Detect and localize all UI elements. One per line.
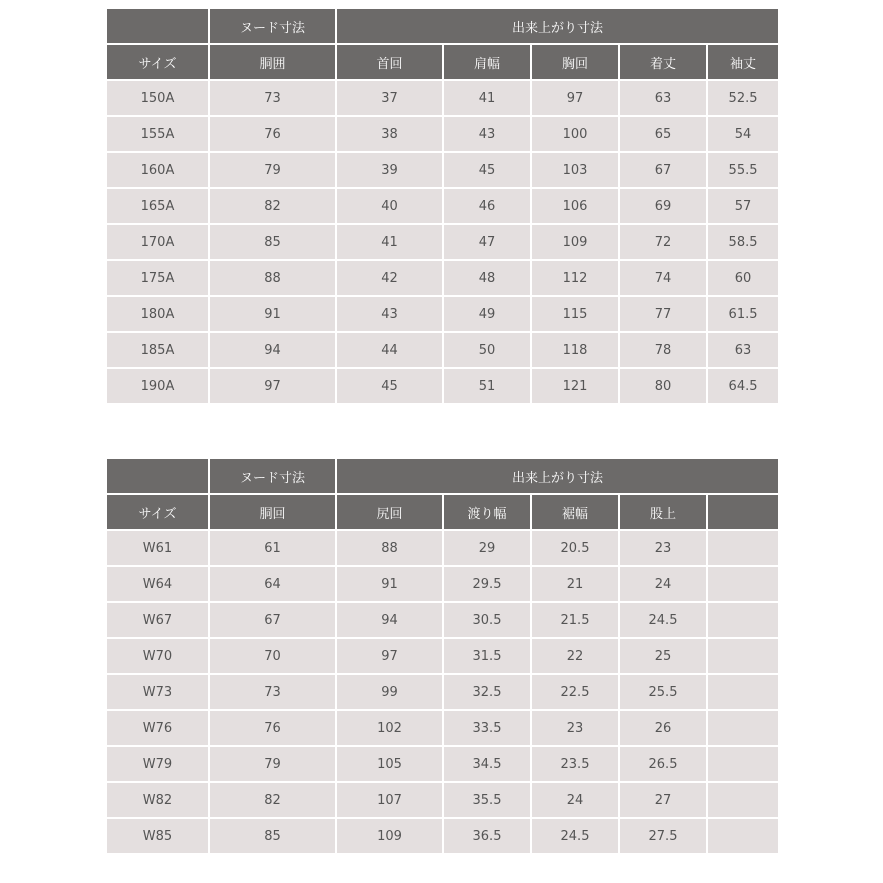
measurement-cell: 43 bbox=[443, 116, 531, 152]
measurement-cell: 42 bbox=[336, 260, 443, 296]
size-cell: 170A bbox=[106, 224, 209, 260]
measurement-cell: 40 bbox=[336, 188, 443, 224]
measurement-cell: 60 bbox=[707, 260, 779, 296]
tops-table-body bbox=[106, 80, 779, 404]
measurement-cell: 49 bbox=[443, 296, 531, 332]
measurement-cell: 39 bbox=[336, 152, 443, 188]
size-cell: 190A bbox=[106, 368, 209, 404]
table-row bbox=[106, 710, 779, 746]
measurement-cell bbox=[707, 530, 779, 566]
measurement-cell: 82 bbox=[209, 188, 336, 224]
measurement-cell: 85 bbox=[209, 224, 336, 260]
column-header: 渡り幅 bbox=[443, 494, 531, 530]
pants-size-table bbox=[105, 457, 780, 855]
measurement-cell: 22.5 bbox=[531, 674, 619, 710]
size-cell: 175A bbox=[106, 260, 209, 296]
table-row bbox=[106, 746, 779, 782]
measurement-cell: 32.5 bbox=[443, 674, 531, 710]
measurement-cell: 76 bbox=[209, 710, 336, 746]
measurement-cell: 78 bbox=[619, 332, 707, 368]
size-cell: W73 bbox=[106, 674, 209, 710]
measurement-cell: 43 bbox=[336, 296, 443, 332]
table-row bbox=[106, 296, 779, 332]
column-header: 裾幅 bbox=[531, 494, 619, 530]
table-row bbox=[106, 80, 779, 116]
measurement-cell: 102 bbox=[336, 710, 443, 746]
column-header: 袖丈 bbox=[707, 44, 779, 80]
size-cell: W67 bbox=[106, 602, 209, 638]
measurement-cell: 23 bbox=[531, 710, 619, 746]
measurement-cell: 100 bbox=[531, 116, 619, 152]
measurement-cell: 77 bbox=[619, 296, 707, 332]
size-cell: W79 bbox=[106, 746, 209, 782]
column-header: 尻回 bbox=[336, 494, 443, 530]
header-nude-measurements: ヌード寸法 bbox=[209, 8, 336, 44]
measurement-cell: 80 bbox=[619, 368, 707, 404]
measurement-cell: 29 bbox=[443, 530, 531, 566]
measurement-cell: 97 bbox=[531, 80, 619, 116]
table-row bbox=[106, 638, 779, 674]
measurement-cell bbox=[707, 782, 779, 818]
size-cell: 160A bbox=[106, 152, 209, 188]
table-row bbox=[106, 602, 779, 638]
column-header: 着丈 bbox=[619, 44, 707, 80]
measurement-cell: 72 bbox=[619, 224, 707, 260]
measurement-cell: 25.5 bbox=[619, 674, 707, 710]
header-nude-measurements: ヌード寸法 bbox=[209, 458, 336, 494]
measurement-cell bbox=[707, 818, 779, 854]
measurement-cell: 94 bbox=[336, 602, 443, 638]
measurement-cell: 21.5 bbox=[531, 602, 619, 638]
pants-table-body bbox=[106, 530, 779, 854]
measurement-cell: 64.5 bbox=[707, 368, 779, 404]
tops-size-table bbox=[105, 7, 780, 405]
measurement-cell: 94 bbox=[209, 332, 336, 368]
table-row bbox=[106, 116, 779, 152]
size-cell: W70 bbox=[106, 638, 209, 674]
measurement-cell: 115 bbox=[531, 296, 619, 332]
measurement-cell: 58.5 bbox=[707, 224, 779, 260]
size-cell: W64 bbox=[106, 566, 209, 602]
measurement-cell: 21 bbox=[531, 566, 619, 602]
measurement-cell bbox=[707, 566, 779, 602]
table-row bbox=[106, 782, 779, 818]
header-empty-cell bbox=[106, 8, 209, 44]
measurement-cell: 103 bbox=[531, 152, 619, 188]
measurement-cell: 54 bbox=[707, 116, 779, 152]
column-header: 首回 bbox=[336, 44, 443, 80]
measurement-cell: 57 bbox=[707, 188, 779, 224]
measurement-cell: 109 bbox=[336, 818, 443, 854]
size-cell: 155A bbox=[106, 116, 209, 152]
measurement-cell: 69 bbox=[619, 188, 707, 224]
measurement-cell: 88 bbox=[336, 530, 443, 566]
table-row bbox=[106, 368, 779, 404]
header-group-row bbox=[106, 458, 779, 494]
measurement-cell bbox=[707, 638, 779, 674]
measurement-cell: 79 bbox=[209, 152, 336, 188]
measurement-cell: 64 bbox=[209, 566, 336, 602]
measurement-cell: 26 bbox=[619, 710, 707, 746]
measurement-cell: 107 bbox=[336, 782, 443, 818]
size-cell: 150A bbox=[106, 80, 209, 116]
measurement-cell: 91 bbox=[336, 566, 443, 602]
measurement-cell bbox=[707, 602, 779, 638]
measurement-cell: 97 bbox=[336, 638, 443, 674]
measurement-cell: 67 bbox=[619, 152, 707, 188]
table-row bbox=[106, 332, 779, 368]
size-cell: 185A bbox=[106, 332, 209, 368]
measurement-cell: 45 bbox=[443, 152, 531, 188]
measurement-cell: 85 bbox=[209, 818, 336, 854]
measurement-cell: 23.5 bbox=[531, 746, 619, 782]
measurement-cell: 61.5 bbox=[707, 296, 779, 332]
table-row bbox=[106, 818, 779, 854]
measurement-cell: 109 bbox=[531, 224, 619, 260]
measurement-cell: 20.5 bbox=[531, 530, 619, 566]
measurement-cell: 45 bbox=[336, 368, 443, 404]
measurement-cell: 48 bbox=[443, 260, 531, 296]
measurement-cell: 106 bbox=[531, 188, 619, 224]
measurement-cell bbox=[707, 710, 779, 746]
size-cell: W82 bbox=[106, 782, 209, 818]
measurement-cell: 88 bbox=[209, 260, 336, 296]
table-row bbox=[106, 530, 779, 566]
column-header: サイズ bbox=[106, 494, 209, 530]
measurement-cell: 24 bbox=[531, 782, 619, 818]
header-columns-row bbox=[106, 494, 779, 530]
size-cell: W76 bbox=[106, 710, 209, 746]
measurement-cell: 27.5 bbox=[619, 818, 707, 854]
measurement-cell: 74 bbox=[619, 260, 707, 296]
table-row bbox=[106, 224, 779, 260]
measurement-cell: 31.5 bbox=[443, 638, 531, 674]
header-finished-measurements: 出来上がり寸法 bbox=[336, 458, 779, 494]
measurement-cell: 52.5 bbox=[707, 80, 779, 116]
measurement-cell: 50 bbox=[443, 332, 531, 368]
measurement-cell: 41 bbox=[336, 224, 443, 260]
measurement-cell: 47 bbox=[443, 224, 531, 260]
header-empty-cell bbox=[106, 458, 209, 494]
size-cell: 180A bbox=[106, 296, 209, 332]
measurement-cell: 105 bbox=[336, 746, 443, 782]
size-cell: W85 bbox=[106, 818, 209, 854]
column-header: 股上 bbox=[619, 494, 707, 530]
header-group-row bbox=[106, 8, 779, 44]
measurement-cell: 67 bbox=[209, 602, 336, 638]
measurement-cell: 70 bbox=[209, 638, 336, 674]
measurement-cell bbox=[707, 746, 779, 782]
measurement-cell: 76 bbox=[209, 116, 336, 152]
measurement-cell: 55.5 bbox=[707, 152, 779, 188]
measurement-cell: 63 bbox=[619, 80, 707, 116]
size-cell: W61 bbox=[106, 530, 209, 566]
measurement-cell: 46 bbox=[443, 188, 531, 224]
column-header: 胸回 bbox=[531, 44, 619, 80]
measurement-cell: 29.5 bbox=[443, 566, 531, 602]
measurement-cell: 24 bbox=[619, 566, 707, 602]
column-header: 胴囲 bbox=[209, 44, 336, 80]
measurement-cell: 24.5 bbox=[531, 818, 619, 854]
measurement-cell: 36.5 bbox=[443, 818, 531, 854]
measurement-cell: 82 bbox=[209, 782, 336, 818]
measurement-cell: 30.5 bbox=[443, 602, 531, 638]
measurement-cell: 35.5 bbox=[443, 782, 531, 818]
measurement-cell: 91 bbox=[209, 296, 336, 332]
column-header bbox=[707, 494, 779, 530]
measurement-cell: 26.5 bbox=[619, 746, 707, 782]
measurement-cell: 23 bbox=[619, 530, 707, 566]
header-columns-row bbox=[106, 44, 779, 80]
measurement-cell: 34.5 bbox=[443, 746, 531, 782]
measurement-cell: 73 bbox=[209, 80, 336, 116]
header-finished-measurements: 出来上がり寸法 bbox=[336, 8, 779, 44]
table-row bbox=[106, 188, 779, 224]
table-row bbox=[106, 566, 779, 602]
table-row bbox=[106, 674, 779, 710]
measurement-cell: 25 bbox=[619, 638, 707, 674]
column-header: 肩幅 bbox=[443, 44, 531, 80]
measurement-cell bbox=[707, 674, 779, 710]
measurement-cell: 121 bbox=[531, 368, 619, 404]
measurement-cell: 61 bbox=[209, 530, 336, 566]
measurement-cell: 22 bbox=[531, 638, 619, 674]
measurement-cell: 38 bbox=[336, 116, 443, 152]
measurement-cell: 99 bbox=[336, 674, 443, 710]
measurement-cell: 24.5 bbox=[619, 602, 707, 638]
measurement-cell: 44 bbox=[336, 332, 443, 368]
measurement-cell: 118 bbox=[531, 332, 619, 368]
size-cell: 165A bbox=[106, 188, 209, 224]
measurement-cell: 41 bbox=[443, 80, 531, 116]
measurement-cell: 27 bbox=[619, 782, 707, 818]
measurement-cell: 79 bbox=[209, 746, 336, 782]
measurement-cell: 112 bbox=[531, 260, 619, 296]
column-header: 胴回 bbox=[209, 494, 336, 530]
measurement-cell: 97 bbox=[209, 368, 336, 404]
measurement-cell: 65 bbox=[619, 116, 707, 152]
measurement-cell: 33.5 bbox=[443, 710, 531, 746]
measurement-cell: 51 bbox=[443, 368, 531, 404]
table-row bbox=[106, 152, 779, 188]
measurement-cell: 73 bbox=[209, 674, 336, 710]
column-header: サイズ bbox=[106, 44, 209, 80]
table-row bbox=[106, 260, 779, 296]
measurement-cell: 63 bbox=[707, 332, 779, 368]
measurement-cell: 37 bbox=[336, 80, 443, 116]
